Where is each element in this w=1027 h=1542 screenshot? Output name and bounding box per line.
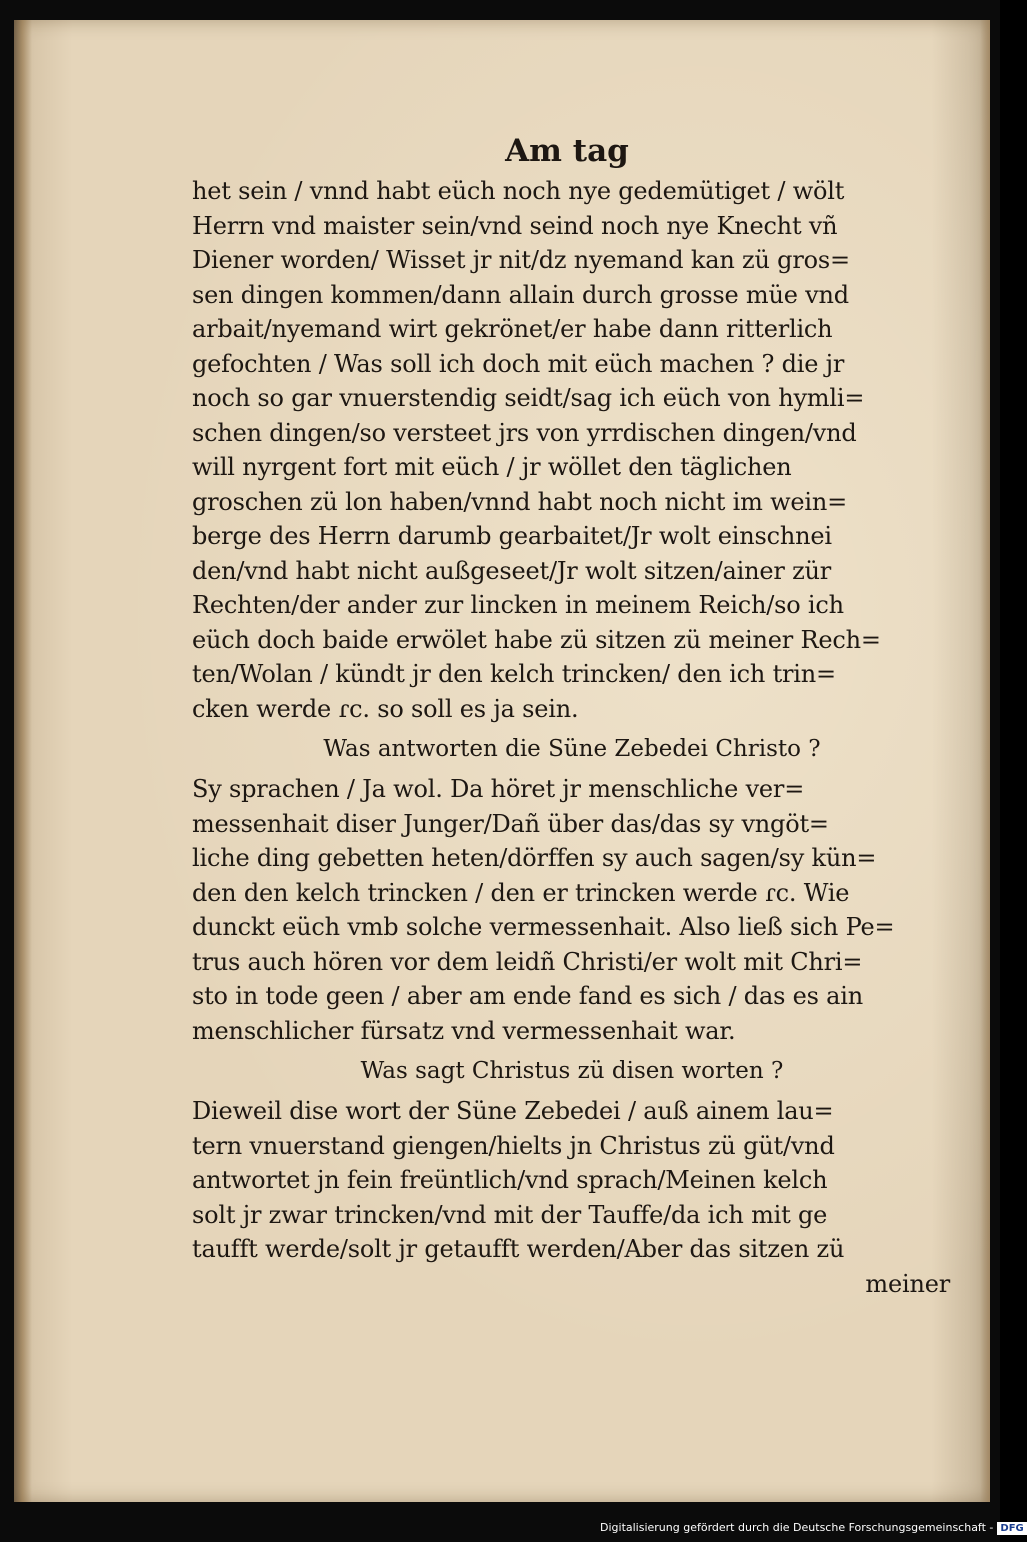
text-line: Herrn vnd maister sein/vnd seind noch nye Knecht vñ [192,211,838,240]
text-line: Rechten/der ander zur lincken in meinem Reich/so ich [192,591,844,619]
digitization-credit [600,1518,1024,1538]
text-line: solt jr zwar trincken/vnd mit der Tauffe/da ich mit ge [192,1200,828,1229]
running-header: Am tag [505,133,629,169]
credit-text: Digitalisierung gefördert durch die Deutsche Forschungsgemeinschaft - [600,1521,994,1534]
text-line: sto in tode geen / aber am ende fand es sich / das es ain [192,982,864,1010]
text-line: cken werde ɾc. so soll es ja sein. [192,694,579,723]
paragraph-answer-2 [192,1094,952,1267]
text-line: taufft werde/solt jr getaufft werden/Aber das sitzen zü [192,1235,845,1263]
text-block [192,128,952,1301]
page-edge-shadow [980,20,990,1502]
text-line: eüch doch baide erwölet habe zü sitzen zü meiner Rech= [192,625,881,654]
text-line: sen dingen kommen/dann allain durch grosse müe vnd [192,280,849,309]
text-line: arbait/nyemand wirt gekrönet/er habe dann ritterlich [192,315,833,343]
text-line: groschen zü lon haben/vnnd habt noch nicht im wein= [192,487,848,516]
dfg-logo: DFG [997,1522,1026,1535]
text-line: menschlicher fürsatz vnd vermessenhait war. [192,1016,736,1045]
text-line: tern vnuerstand giengen/hielts jn Christus zü güt/vnd [192,1131,835,1160]
page-spine-shadow [14,20,32,1502]
book-page [14,20,990,1502]
text-line: gefochten / Was soll ich doch mit eüch machen ? die jr [192,349,845,378]
paragraph-main [192,174,952,726]
text-line: Sy sprachen / Ja wol. Da höret jr menschliche ver= [192,775,805,803]
text-line: den/vnd habt nicht außgeseet/Jr wolt sitzen/ainer zür [192,556,832,585]
paragraph-answer-1 [192,772,952,1048]
text-line: liche ding gebetten heten/dörffen sy auch sagen/sy kün= [192,844,877,872]
text-line: het sein / vnnd habt eüch noch nye gedemütiget / wölt [192,177,845,205]
text-line: den den kelch trincken / den er trincken werde ɾc. Wie [192,878,850,907]
text-line: will nyrgent fort mit eüch / jr wöllet den täglichen [192,453,792,481]
text-line: ten/Wolan / kündt jr den kelch trincken/ den ich trin= [192,660,836,688]
catchword: meiner [865,1269,950,1298]
text-line: Diener worden/ Wisset jr nit/dz nyemand kan zü gros= [192,246,850,274]
text-line: messenhait diser Junger/Dañ über das/das sy vngöt= [192,809,829,838]
text-line: dunckt eüch vmb solche vermessenhait. Also ließ sich Pe= [192,913,895,941]
text-line: antwortet jn fein freüntlich/vnd sprach/Meinen kelch [192,1166,828,1194]
question-heading: Was sagt Christus zü disen worten ? [360,1058,784,1084]
question-heading: Was antworten die Süne Zebedei Christo ? [323,736,821,762]
text-line: Dieweil dise wort der Süne Zebedei / auß ainem lau= [192,1097,834,1125]
text-line: berge des Herrn darumb gearbaitet/Jr wolt einschnei [192,522,832,550]
text-line: schen dingen/so versteet jrs von yrrdischen dingen/vnd [192,418,857,447]
text-line: trus auch hören vor dem leidñ Christi/er wolt mit Chri= [192,947,863,976]
text-line: noch so gar vnuerstendig seidt/sag ich eüch von hymli= [192,384,865,412]
